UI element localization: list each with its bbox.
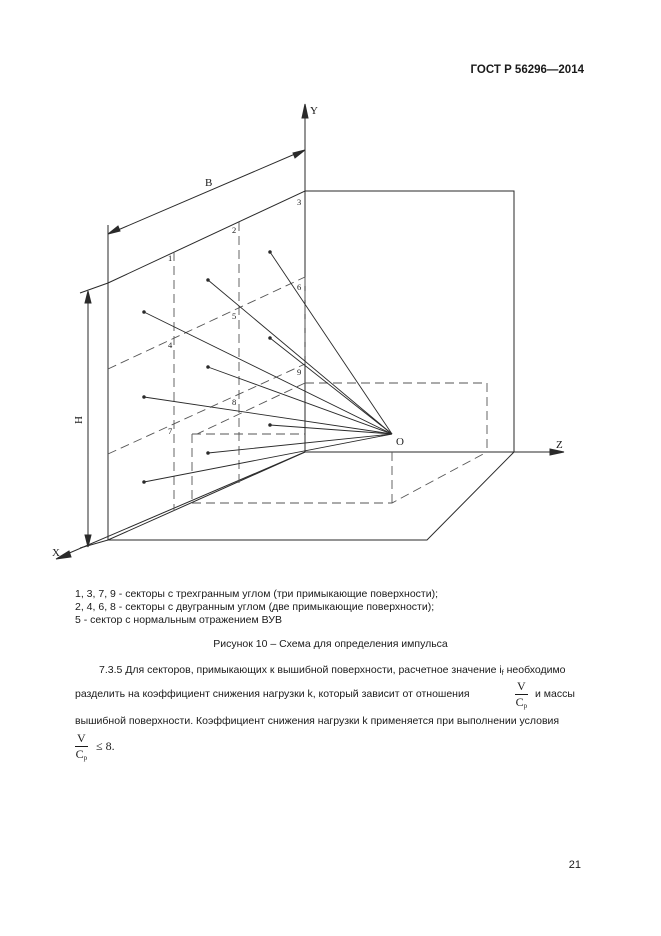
paragraph-line-2: разделить на коэффициент снижения нагрузки k, который зависит от отношения V $C_р$ и массы xyxy=(75,679,575,710)
sector-label-2: 2 xyxy=(232,225,237,235)
origin-label: O xyxy=(396,436,404,448)
paragraph-line-1: 7.3.5 Для секторов, примыкающих к вышибной поверхности, расчетное значение $i_f$ необходимо xyxy=(99,664,566,677)
page-number: 21 xyxy=(568,859,581,871)
sector-label-1: 1 xyxy=(168,253,173,263)
sector-label-8: 8 xyxy=(232,397,237,407)
b-dimension-line xyxy=(111,151,302,233)
ratio-fraction: V $C_р$ xyxy=(515,679,528,710)
sector-label-4: 4 xyxy=(168,340,173,350)
sector-label-3: 3 xyxy=(297,197,302,207)
legend-item: 1, 3, 7, 9 - секторы с трехгранным углом (три примыкающие поверхности); xyxy=(75,588,439,600)
b-dimension-label: B xyxy=(205,177,213,189)
sector-label-5: 5 xyxy=(232,311,237,321)
front-wall xyxy=(108,191,305,540)
legend-item: 5 - сектор с нормальным отражением ВУВ xyxy=(75,614,282,626)
condition-formula: V $C_р$ ≤ 8. xyxy=(75,731,115,762)
legend-item: 2, 4, 6, 8 - секторы с двугранным углом (две примыкающие поверхности); xyxy=(75,601,435,613)
sector-label-9: 9 xyxy=(297,367,302,377)
side-wall xyxy=(305,191,514,452)
figure-caption: Рисунок 10 – Схема для определения импульса xyxy=(213,638,448,650)
x-axis xyxy=(60,452,305,557)
sector-label-7: 7 xyxy=(168,426,173,436)
figure-legend xyxy=(75,588,438,627)
sector-label-6: 6 xyxy=(297,282,302,292)
y-axis-label: Y xyxy=(310,105,318,117)
floor xyxy=(108,452,514,540)
paragraph-line-3: вышибной поверхности. Коэффициент снижения нагрузки k применяется при выполнении условия xyxy=(75,715,560,727)
y-axis-arrow xyxy=(302,104,308,118)
x-axis-label: X xyxy=(52,547,60,559)
h-dimension-label: H xyxy=(73,416,85,424)
document-header: ГОСТ Р 56296—2014 xyxy=(470,64,584,76)
z-axis-label: Z xyxy=(556,439,563,451)
